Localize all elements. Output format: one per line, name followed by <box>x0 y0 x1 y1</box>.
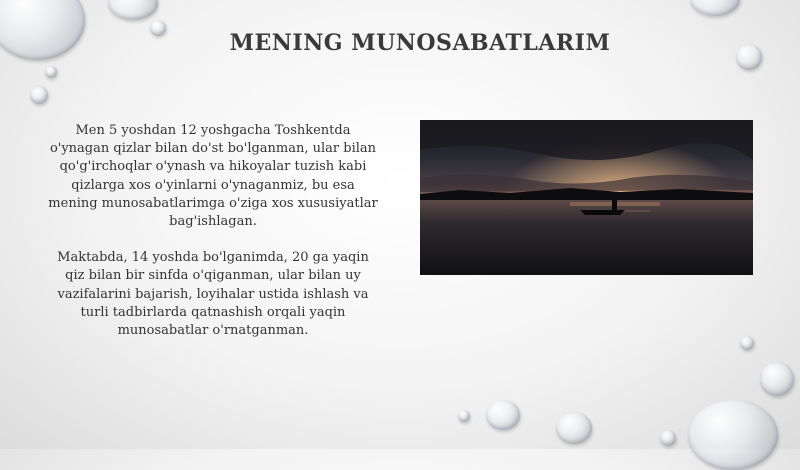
slide-title: MENING MUNOSABATLARIM <box>229 30 611 56</box>
water-drop-decoration <box>760 362 794 396</box>
water-drop-decoration <box>0 0 85 60</box>
sunset-lake-image <box>420 120 753 275</box>
water-drop-decoration <box>736 44 762 70</box>
water-drop-decoration <box>556 412 592 444</box>
water-drop-decoration <box>740 336 754 350</box>
water-drop-decoration <box>45 66 57 78</box>
water-drop-decoration <box>458 410 470 422</box>
slide-body <box>48 122 378 358</box>
paragraph-school: Maktabda, 14 yoshda bo'lganimda, 20 ga yaqin qiz bilan bir sinfda o'qiganman, ular bilan uy vazifalarini bajarish, loyihalar ustida ishlash va turli tadbirlarda qatnashish orqali yaqin munosabatlar o'rnatganman. <box>57 250 369 339</box>
water-drop-decoration <box>108 0 158 20</box>
water-drop-decoration <box>688 400 778 470</box>
water-drop-decoration <box>150 20 166 36</box>
paragraph-childhood: Men 5 yoshdan 12 yoshgacha Toshkentda o'ynagan qizlar bilan do'st bo'lganman, ular bilan qo'g'irchoqlar o'ynash va hikoyalar tuzish kabi qizlarga xos o'yinlarni o'ynaganmiz, bu esa mening munosabatlarimga o'ziga xos xususiyatlar bag'ishlagan. <box>48 123 378 230</box>
sunset-lake-photo <box>420 120 753 275</box>
water-drop-decoration <box>660 430 676 446</box>
water-drop-decoration <box>30 86 48 104</box>
water-drop-decoration <box>486 400 520 430</box>
water-drop-decoration <box>690 0 740 16</box>
